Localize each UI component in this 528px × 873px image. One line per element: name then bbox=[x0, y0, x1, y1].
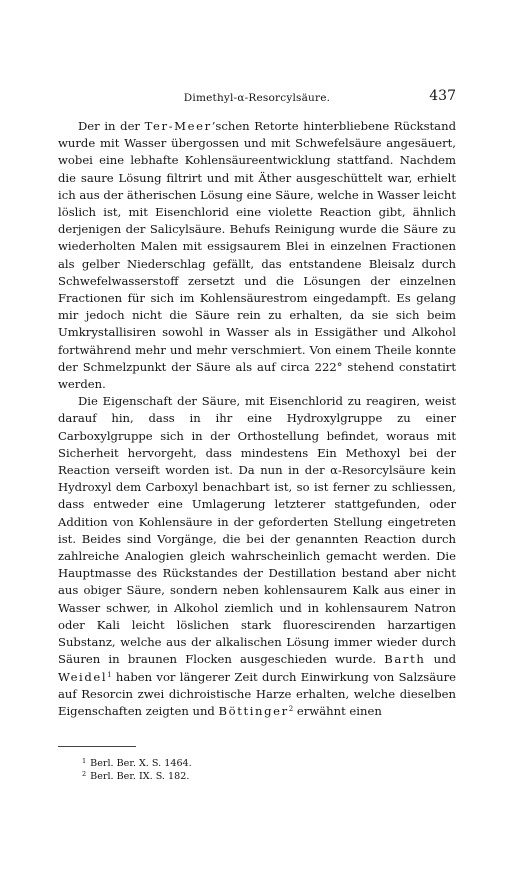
footnote-mark: 2 bbox=[82, 770, 87, 779]
footnote-2 bbox=[82, 770, 456, 783]
footnote-text: Berl. Ber. IX. S. 182. bbox=[90, 771, 190, 783]
footnote-1 bbox=[82, 757, 456, 770]
paragraph-1 bbox=[58, 118, 456, 393]
footnote-ref-2: 2 bbox=[288, 704, 294, 713]
name-boettinger: Böttinger bbox=[218, 703, 289, 718]
footnotes bbox=[58, 757, 456, 783]
page-number: 437 bbox=[429, 88, 456, 104]
running-title: Dimethyl-α-Resorcylsäure. bbox=[183, 92, 331, 104]
para1-text-a: Der in der bbox=[78, 119, 145, 133]
para2-text-c: haben vor längerer Zeit durch Einwirkung von Salzsäure auf Resorcin zwei dichroistische Harze erhalten, welche dieselben Eigenschaften zeigten und bbox=[58, 669, 456, 718]
body-text bbox=[58, 118, 456, 720]
footnote-divider bbox=[58, 746, 136, 747]
name-ter-meer: Ter-Meer bbox=[144, 119, 212, 133]
para1-text-b: ’schen Retorte hinterbliebene Rückstand wurde mit Wasser übergossen und mit Schwefelsäure angesäuert, wobei eine lebhafte Kohlensäureentwicklung stattfand. Nachdem die saure Lösung filtrirt und mit Äther ausgeschüttelt war, erhielt ich aus der ätherischen Lösung eine Säure, welche in Wasser leicht löslich ist, mit Eisenchlorid eine violette Reaction gibt, ähnlich derjenigen der Salicylsäure. Behufs Reinigung wurde die Säure zu wiederholten Malen mit essigsaurem Blei in einzelnen Fractionen als gelber Niederschlag gefällt, das entstandene Bleisalz durch Schwefelwasserstoff zersetzt und die Lösungen der einzelnen Fractionen für sich im Kohlensäurestrom eingedampft. Es gelang mir jedoch nicht die Säure rein zu erhalten, da sie sich beim Umkrystallisiren sowohl in Wasser als in Essigäther und Alkohol fortwährend mehr und mehr verschmiert. Von einem Theile konnte der Schmelzpunkt der Säure als auf circa 222° stehend constatirt werden. bbox=[58, 119, 456, 392]
footnote-ref-1: 1 bbox=[107, 670, 112, 679]
page-header bbox=[58, 88, 456, 110]
para2-text-a: Die Eigenschaft der Säure, mit Eisenchlorid zu reagiren, weist darauf hin, dass in ihr eine Hydroxylgruppe zu einer Carboxylgruppe sich in der Orthostellung befindet, woraus mit Sicherheit hervorgeht, dass mindestens Ein Methoxyl bei der Reaction verseift worden ist. Da nun in der α-Resorcylsäure kein Hydroxyl dem Carboxyl benachbart ist, so ist ferner zu schliessen, dass entweder eine Umlagerung letzterer stattgefunden, oder Addition von Kohlensäure in der geforderten Stellung eingetreten ist. Beides sind Vorgänge, die bei der genannten Reaction durch zahlreiche Analogien gleich wahrscheinlich gemacht werden. Die Hauptmasse des Rückstandes der Destillation bestand aber nicht aus obiger Säure, sondern neben kohlensaurem Kalk aus einer in Wasser schwer, in Alkohol ziemlich und in kohlensaurem Natron oder Kali leicht löslichen stark fluorescirenden harzartigen Substanz, welche aus der alkalischen Lösung immer wieder durch Säuren in braunen Flocken ausgeschieden wurde. bbox=[58, 394, 456, 667]
paragraph-2 bbox=[58, 393, 456, 720]
book-page bbox=[58, 88, 456, 783]
name-barth: Barth bbox=[384, 652, 426, 667]
footnote-text: Berl. Ber. X. S. 1464. bbox=[90, 758, 192, 770]
name-weidel: Weidel bbox=[58, 669, 108, 684]
footnote-mark: 1 bbox=[82, 757, 87, 766]
para2-text-b: und bbox=[425, 652, 457, 667]
para2-text-d: erwähnt einen bbox=[293, 703, 382, 718]
